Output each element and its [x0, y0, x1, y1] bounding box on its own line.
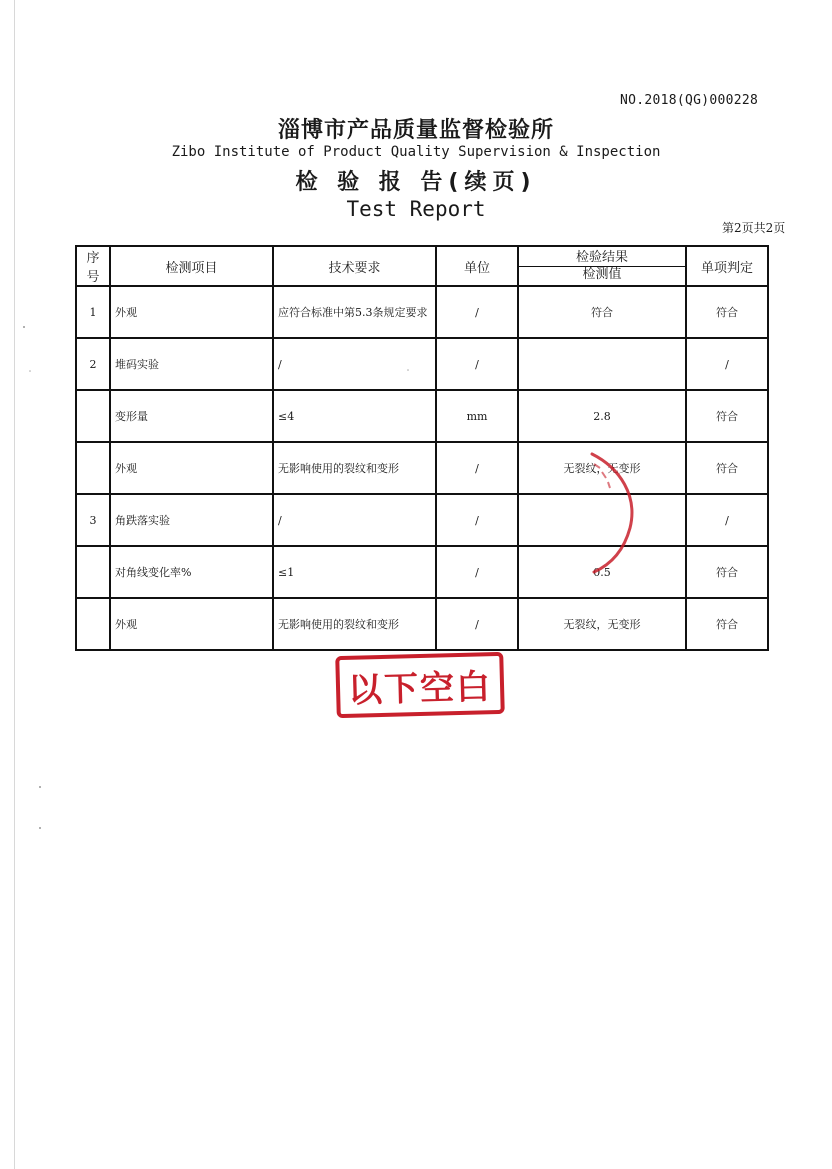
row-no: 2: [76, 338, 110, 390]
header-result-top: 检验结果: [519, 250, 685, 267]
row-requirement: ≤1: [273, 546, 436, 598]
row-value: 0.5: [518, 546, 686, 598]
row-no: [76, 598, 110, 650]
header-result: [518, 246, 686, 286]
table-row: [76, 494, 768, 546]
row-item: 外观: [110, 598, 273, 650]
row-requirement: /: [273, 338, 436, 390]
header-no: 序号: [76, 246, 110, 286]
report-title-cn: 检 验 报 告(续页): [295, 170, 537, 195]
row-requirement: /: [273, 494, 436, 546]
organization-name-en: Zibo Institute of Product Quality Supervision & Inspection: [171, 144, 661, 160]
blank-below-stamp: [335, 652, 505, 718]
row-item: 变形量: [110, 390, 273, 442]
row-no: [76, 390, 110, 442]
row-judgement: 符合: [686, 442, 768, 494]
row-item: 对角线变化率%: [110, 546, 273, 598]
header-item: 检测项目: [110, 246, 273, 286]
row-judgement: /: [686, 338, 768, 390]
table-row: [76, 338, 768, 390]
row-judgement: 符合: [686, 598, 768, 650]
row-item: 堆码实验: [110, 338, 273, 390]
row-no: 3: [76, 494, 110, 546]
row-judgement: /: [686, 494, 768, 546]
report-number: NO.2018(QG)000228: [620, 93, 759, 108]
table-row: [76, 390, 768, 442]
header-requirement: 技术要求: [273, 246, 436, 286]
row-requirement: 无影响使用的裂纹和变形: [273, 442, 436, 494]
table-row: [76, 546, 768, 598]
test-results-table: [75, 245, 769, 651]
row-requirement: ≤4: [273, 390, 436, 442]
row-unit: /: [436, 338, 518, 390]
row-value: 无裂纹，无变形: [518, 442, 686, 494]
table-header-row: [76, 246, 768, 286]
row-unit: /: [436, 286, 518, 338]
row-item: 外观: [110, 442, 273, 494]
row-judgement: 符合: [686, 546, 768, 598]
table-row: [76, 442, 768, 494]
row-item: 角跌落实验: [110, 494, 273, 546]
row-item: 外观: [110, 286, 273, 338]
organization-name-cn: 淄博市产品质量监督检验所: [277, 118, 554, 143]
row-value: 2.8: [518, 390, 686, 442]
table-row: [76, 598, 768, 650]
row-judgement: 符合: [686, 390, 768, 442]
stamp-text: 以下空白: [347, 666, 493, 711]
header-judgement: 单项判定: [686, 246, 768, 286]
row-requirement: 无影响使用的裂纹和变形: [273, 598, 436, 650]
header-unit: 单位: [436, 246, 518, 286]
row-judgement: 符合: [686, 286, 768, 338]
row-unit: /: [436, 494, 518, 546]
row-value: [518, 338, 686, 390]
row-no: [76, 442, 110, 494]
row-requirement: 应符合标准中第5.3条规定要求: [273, 286, 436, 338]
row-unit: /: [436, 442, 518, 494]
page-indicator: 第2页共2页: [722, 221, 786, 235]
header-result-bottom: 检测值: [582, 266, 622, 282]
table-row: [76, 286, 768, 338]
report-title-en: Test Report: [346, 197, 486, 221]
row-unit: /: [436, 546, 518, 598]
row-unit: mm: [436, 390, 518, 442]
row-value: 无裂纹，无变形: [518, 598, 686, 650]
row-value: 符合: [518, 286, 686, 338]
row-no: [76, 546, 110, 598]
row-unit: /: [436, 598, 518, 650]
row-no: 1: [76, 286, 110, 338]
official-seal-partial: [560, 446, 642, 576]
